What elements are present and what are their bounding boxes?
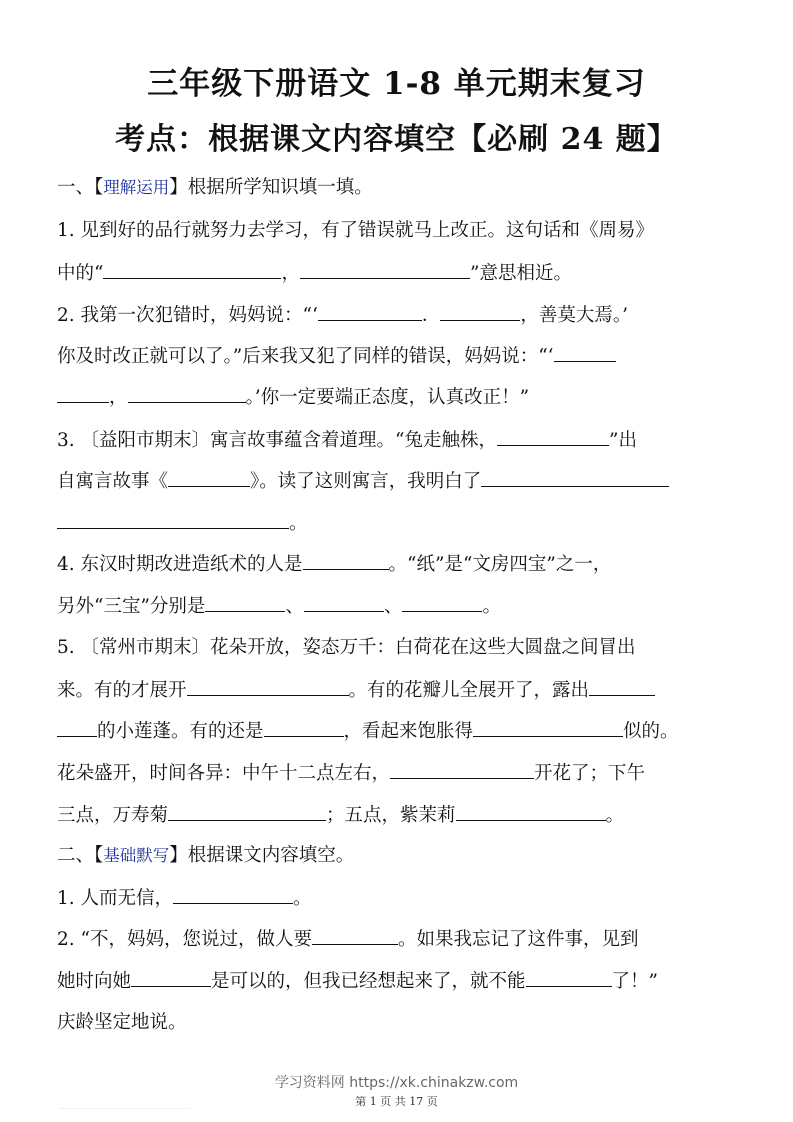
question-3-text: 3. 〔益阳市期末〕寓言故事蕴含着道理。“兔走触株， [57, 430, 497, 451]
question-text: 。如果我忘记了这件事，见到 [398, 929, 639, 950]
answer-blank[interactable] [264, 718, 344, 737]
question-3-text: 自寓言故事《 [57, 471, 169, 492]
question-4-text: 。 [482, 596, 501, 617]
answer-blank[interactable] [456, 802, 606, 821]
question-1-text: ， [281, 263, 300, 284]
answer-blank[interactable] [589, 677, 655, 696]
section-2-instruction: 】根据课文内容填空。 [169, 845, 355, 866]
question-1-text: 1. 见到好的品行就努力去学习，有了错误就马上改正。这句话和《周易》 [57, 220, 655, 241]
question-4-line-2 [57, 593, 747, 620]
answer-blank[interactable] [300, 260, 470, 279]
answer-blank[interactable] [205, 593, 285, 612]
question-4-text: 、 [285, 596, 304, 617]
question-3-line-1 [57, 427, 747, 454]
question-2-text: ． [421, 305, 441, 326]
question-text: 是可以的，但我已经想起来了，就不能 [211, 971, 526, 992]
question-4-text: 。“纸”是“文房四宝”之一， [388, 554, 612, 575]
question-5-line-2 [57, 677, 747, 704]
question-5-text: ；五点，紫茉莉 [326, 805, 456, 826]
question-2-text: ， [109, 387, 128, 408]
section-1-tag: 理解运用 [103, 178, 170, 197]
question-5-text: 三点，万寿菊 [57, 805, 169, 826]
question-3-text: 》。读了这则寓言，我明白了 [250, 471, 482, 492]
answer-blank[interactable] [303, 551, 389, 570]
answer-blank[interactable] [128, 384, 246, 403]
section-2-heading [57, 843, 747, 869]
answer-blank[interactable] [173, 885, 293, 904]
question-5-text: 似的。 [623, 721, 679, 742]
question-text: 。 [293, 888, 312, 909]
answer-blank[interactable] [103, 260, 281, 279]
question-5-text: ，看起来饱胀得 [343, 721, 474, 742]
section-2-question-2-line-2 [57, 968, 747, 995]
section-1-prefix: 一、【 [57, 177, 104, 198]
question-2-line-1 [57, 302, 747, 329]
question-5-text: 5. 〔常州市期末〕花朵开放，姿态万千：白荷花在这些大圆盘之间冒出 [57, 637, 636, 658]
question-5-text: 开花了；下午 [534, 763, 646, 784]
question-4-text: 4. 东汉时期改进造纸术的人是 [57, 554, 303, 575]
question-5-text: 。 [605, 805, 625, 826]
answer-blank[interactable] [473, 718, 623, 737]
answer-blank[interactable] [168, 468, 250, 487]
section-2-question-2-line-1 [57, 926, 747, 953]
question-text: 她时向她 [57, 971, 132, 992]
question-3-text: ”出 [609, 430, 637, 451]
question-5-line-5 [57, 802, 747, 829]
question-2-text: 。’你一定要端正态度，认真改正！” [245, 387, 530, 408]
question-1-text: ”意思相近。 [469, 263, 572, 284]
section-2-question-2-line-3 [57, 1010, 747, 1036]
answer-blank[interactable] [168, 802, 326, 821]
question-text: 庆龄坚定地说。 [57, 1012, 187, 1033]
question-5-line-4 [57, 760, 747, 787]
footer-site: 学习资料网 https://xk.chinakzw.com [274, 1075, 519, 1091]
question-2-line-2 [57, 343, 747, 370]
question-5-text: 来。有的才展开 [57, 680, 187, 701]
question-2-line-3 [57, 384, 747, 411]
question-5-text: 的小莲蓬。有的还是 [97, 721, 264, 742]
section-2-prefix: 二、【 [57, 845, 104, 866]
answer-blank[interactable] [497, 427, 609, 446]
question-4-text: 、 [383, 596, 403, 617]
question-3-line-2 [57, 468, 747, 495]
section-2-question-1 [57, 885, 747, 912]
answer-blank[interactable] [481, 468, 669, 487]
question-4-text: 另外“三宝”分别是 [57, 596, 206, 617]
answer-blank[interactable] [390, 760, 534, 779]
answer-blank[interactable] [57, 510, 289, 529]
question-5-line-3 [57, 718, 747, 745]
answer-blank[interactable] [304, 593, 384, 612]
question-1-text: 中的“ [57, 263, 104, 284]
section-2-tag: 基础默写 [103, 846, 170, 865]
page-subtitle: 考点：根据课文内容填空【必刷 24 题】 [115, 122, 678, 157]
question-2-text: 2. 我第一次犯错时，妈妈说：“‘ [57, 305, 318, 326]
question-3-line-3 [57, 510, 747, 537]
section-1-heading [57, 175, 747, 201]
answer-blank[interactable] [187, 677, 349, 696]
section-1-instruction: 】根据所学知识填一填。 [169, 177, 373, 198]
answer-blank[interactable] [57, 384, 109, 403]
question-4-line-1 [57, 551, 747, 578]
answer-blank[interactable] [402, 593, 482, 612]
answer-blank[interactable] [526, 968, 612, 987]
footer-divider [60, 1108, 190, 1115]
question-text: 1. 人而无信， [57, 888, 174, 909]
question-text: 2. “不，妈妈，您说过，做人要 [57, 929, 312, 950]
question-3-text: 。 [289, 513, 308, 534]
question-text: 了！” [611, 971, 658, 992]
answer-blank[interactable] [554, 343, 616, 362]
question-5-text: 花朵盛开，时间各异：中午十二点左右， [57, 763, 391, 784]
question-5-line-1 [57, 635, 747, 661]
answer-blank[interactable] [440, 302, 520, 321]
answer-blank[interactable] [312, 926, 398, 945]
question-2-text: 你及时改正就可以了。”后来我又犯了同样的错误，妈妈说：“‘ [57, 346, 554, 367]
answer-blank[interactable] [318, 302, 422, 321]
question-1-line-2 [57, 260, 747, 287]
question-5-text: 。有的花瓣儿全展开了，露出 [348, 680, 590, 701]
answer-blank[interactable] [131, 968, 211, 987]
question-2-text: ，善莫大焉。’ [520, 305, 629, 326]
page-title: 三年级下册语文 1-8 单元期末复习 [147, 66, 646, 102]
footer-page-number: 第 1 页 共 17 页 [355, 1095, 438, 1108]
answer-blank[interactable] [57, 718, 97, 737]
question-1-line-1 [57, 218, 747, 244]
